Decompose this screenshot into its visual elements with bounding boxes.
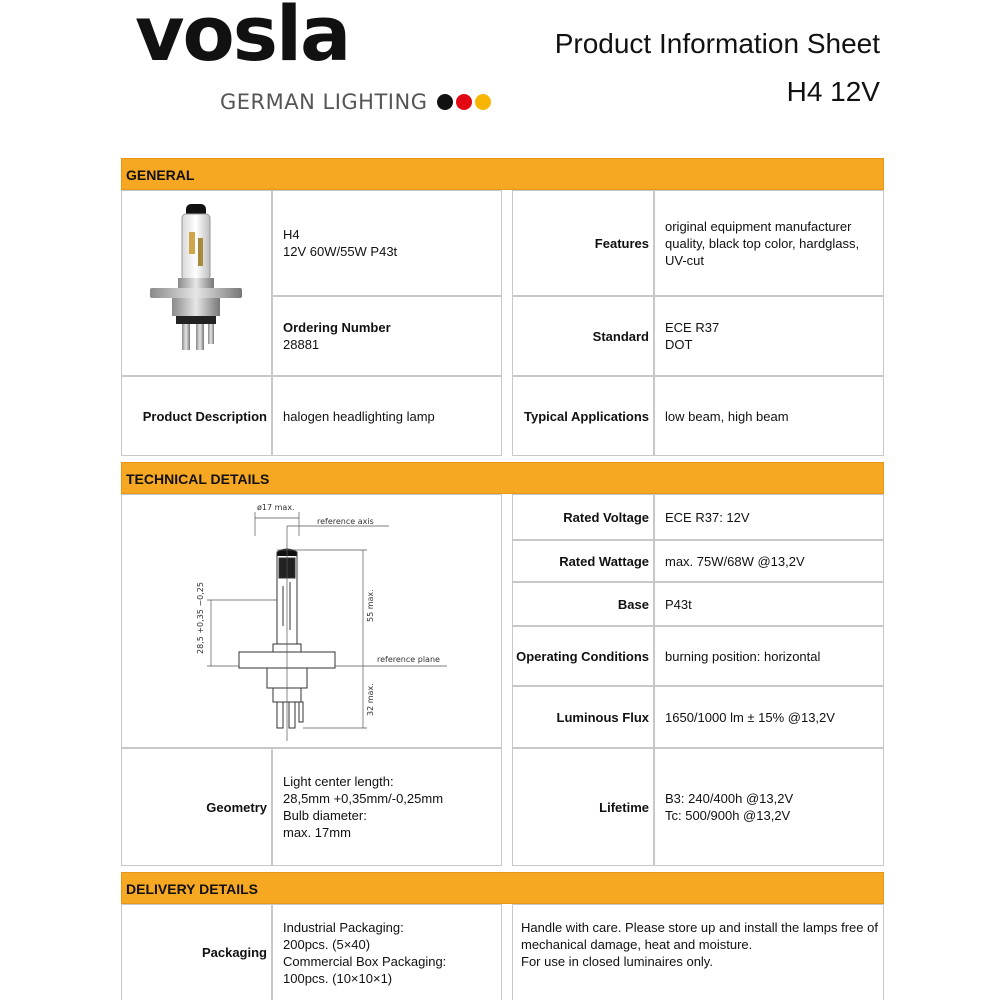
logo-wordmark: vosla <box>135 0 350 78</box>
tech-row-label: Rated Voltage <box>512 494 654 540</box>
standard-line-1: ECE R37 <box>665 320 720 335</box>
section-general-heading: GENERAL <box>121 158 884 190</box>
packaging-line-2: 200pcs. (5×40) <box>283 937 371 952</box>
packaging-line-1: Industrial Packaging: <box>283 920 404 935</box>
geometry-label: Geometry <box>121 748 272 866</box>
lifetime-line-2: Tc: 500/900h @13,2V <box>665 808 791 823</box>
tech-row-value: max. 75W/68W @13,2V <box>654 540 884 582</box>
bulb-photo-icon <box>132 198 262 368</box>
bulb-photo-cell <box>121 190 272 376</box>
geometry-line-3: Bulb diameter: <box>283 808 367 823</box>
features-value <box>654 190 884 296</box>
technical-drawing-cell <box>121 494 502 748</box>
applications-label: Typical Applications <box>512 376 654 456</box>
logo-dots <box>437 94 491 112</box>
tech-row-label: Luminous Flux <box>512 686 654 748</box>
technical-drawing <box>127 496 497 746</box>
logo-tagline: GERMAN LIGHTING <box>220 90 428 114</box>
dim-ref-axis: reference axis <box>316 517 374 526</box>
lifetime-value <box>654 748 884 866</box>
geometry-value <box>272 748 502 866</box>
logo-dot-black <box>437 94 453 110</box>
tech-row-label: Rated Wattage <box>512 540 654 582</box>
notes-line-2: mechanical damage, heat and moisture. <box>521 937 753 952</box>
packaging-value <box>272 904 502 1000</box>
lifetime-label: Lifetime <box>512 748 654 866</box>
product-code: H4 <box>283 227 300 242</box>
handling-notes <box>512 904 884 1000</box>
product-spec-cell <box>272 190 502 296</box>
product-rating: 12V 60W/55W P43t <box>283 244 398 259</box>
dim-55: 55 max. <box>365 589 375 622</box>
features-line-1: original equipment manufacturer <box>665 218 852 234</box>
standard-line-2: DOT <box>665 337 693 352</box>
dim-ref-plane: reference plane <box>376 655 440 664</box>
description-label: Product Description <box>121 376 272 456</box>
packaging-label: Packaging <box>121 904 272 1000</box>
logo-dot-red <box>456 94 472 110</box>
notes-line-3: For use in closed luminaires only. <box>521 954 713 969</box>
tech-row-value: ECE R37: 12V <box>654 494 884 540</box>
tech-row-value: burning position: horizontal <box>654 626 884 686</box>
lifetime-line-1: B3: 240/400h @13,2V <box>665 791 794 806</box>
standard-value <box>654 296 884 376</box>
section-technical-heading: TECHNICAL DETAILS <box>121 462 884 494</box>
packaging-line-4: 100pcs. (10×10×1) <box>283 971 393 986</box>
dim-28-5: 28,5 +0,35 −0,25 <box>195 582 205 654</box>
tech-row-label: Operating Conditions <box>512 626 654 686</box>
dim-diameter: ø17 max. <box>256 503 295 512</box>
notes-line-1: Handle with care. Please store up and install the lamps free of <box>521 920 878 935</box>
page-subtitle: H4 12V <box>786 76 880 107</box>
ordering-cell <box>272 296 502 376</box>
geometry-line-1: Light center length: <box>283 774 394 789</box>
features-line-2: quality, black top color, hardglass, <box>665 235 860 251</box>
geometry-line-2: 28,5mm +0,35mm/-0,25mm <box>283 791 444 806</box>
section-delivery-heading: DELIVERY DETAILS <box>121 872 884 904</box>
packaging-line-3: Commercial Box Packaging: <box>283 954 447 969</box>
features-label: Features <box>512 190 654 296</box>
brand-logo <box>135 2 505 122</box>
tech-row-label: Base <box>512 582 654 626</box>
features-line-3: UV-cut <box>665 252 705 268</box>
ordering-number: 28881 <box>283 337 320 352</box>
tech-row-value: 1650/1000 lm ± 15% @13,2V <box>654 686 884 748</box>
logo-dot-gold <box>475 94 491 110</box>
standard-label: Standard <box>512 296 654 376</box>
dim-32: 32 max. <box>365 683 375 716</box>
geometry-line-4: max. 17mm <box>283 825 351 840</box>
page-title: Product Information Sheet <box>554 28 880 59</box>
applications-value: low beam, high beam <box>654 376 884 456</box>
ordering-label: Ordering Number <box>283 320 391 335</box>
description-value: halogen headlighting lamp <box>272 376 502 456</box>
tech-row-value: P43t <box>654 582 884 626</box>
